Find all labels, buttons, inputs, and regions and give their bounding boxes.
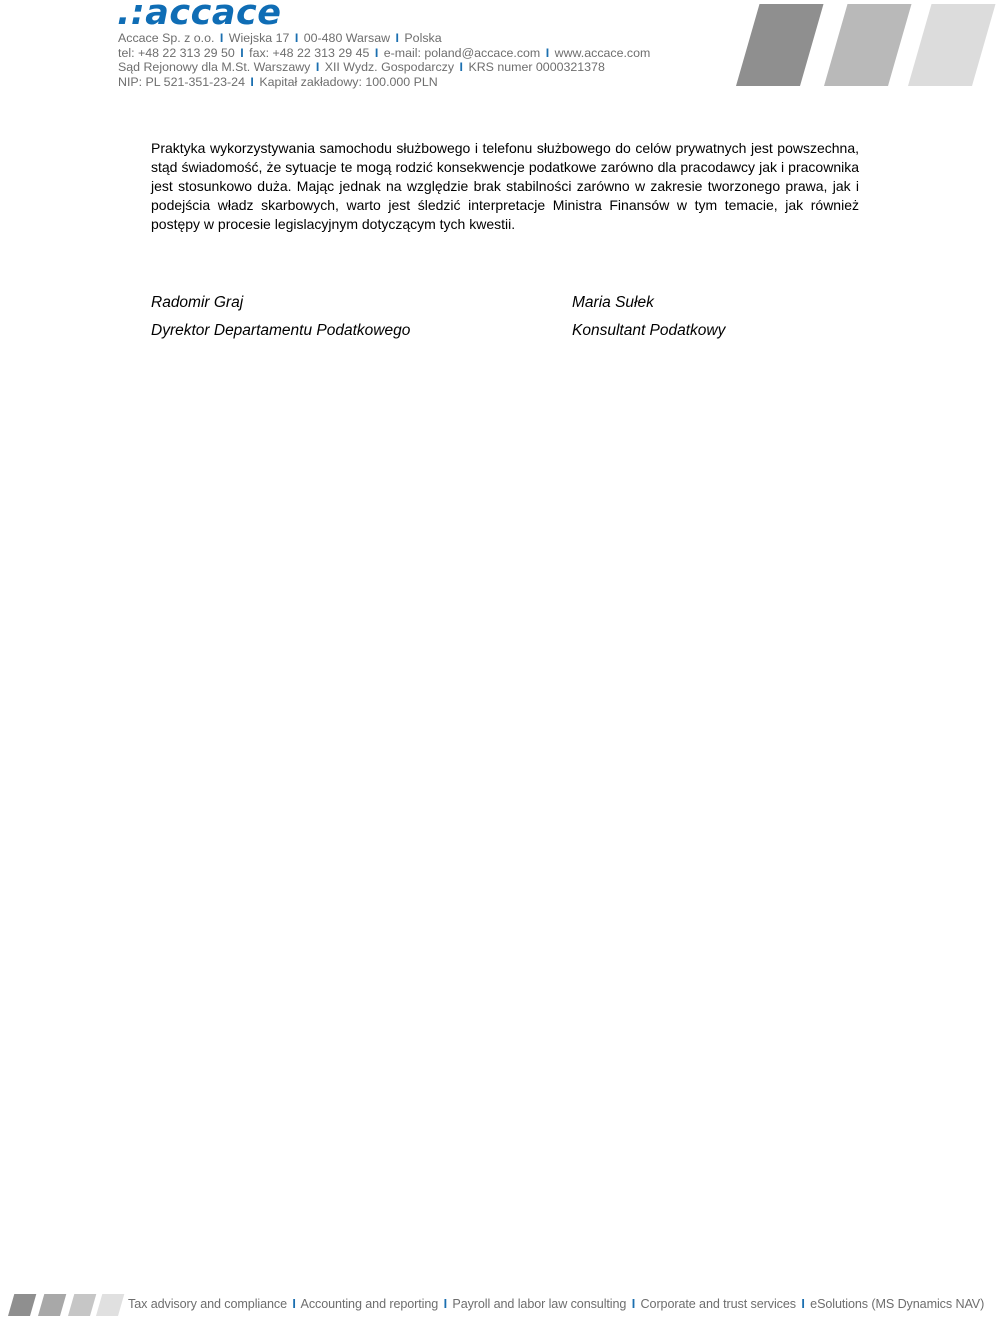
company-name: Accace Sp. z o.o. bbox=[118, 31, 215, 45]
footer-stripe-light bbox=[68, 1294, 96, 1316]
service-tax: Tax advisory and compliance bbox=[128, 1297, 288, 1311]
header-stripes-decoration bbox=[712, 4, 960, 86]
stripe-mid bbox=[824, 4, 912, 86]
street: Wiejska 17 bbox=[228, 31, 290, 45]
company-contact-line: tel: +48 22 313 29 50 I fax: +48 22 313 29 45 I e-mail: poland@accace.com I www.accace.com bbox=[118, 46, 651, 60]
signature-name-1: Radomir Graj bbox=[151, 294, 244, 311]
service-payroll: Payroll and labor law consulting bbox=[452, 1297, 627, 1311]
footer-stripe-dark bbox=[8, 1294, 36, 1316]
company-address-line: Accace Sp. z o.o. I Wiejska 17 I 00-480 Warsaw I Polska bbox=[118, 31, 442, 45]
country: Polska bbox=[404, 31, 442, 45]
website-link[interactable]: www.accace.com bbox=[554, 46, 651, 60]
stripe-light bbox=[908, 4, 996, 86]
service-corporate: Corporate and trust services bbox=[640, 1297, 796, 1311]
accace-logo: .:accace bbox=[117, 0, 282, 33]
footer-stripe-lighter bbox=[96, 1294, 124, 1316]
footer-services: Tax advisory and compliance I Accounting and reporting I Payroll and labor law consulting I Corporate and trust services I eSolutions (MS Dynamics NAV) bbox=[128, 1297, 985, 1311]
signature-name-2: Maria Sułek bbox=[572, 294, 654, 311]
fax: fax: +48 22 313 29 45 bbox=[249, 46, 370, 60]
company-tax-line: NIP: PL 521-351-23-24 I Kapitał zakładowy: 100.000 PLN bbox=[118, 75, 438, 89]
footer-stripe-mid bbox=[38, 1294, 66, 1316]
service-esolutions: eSolutions (MS Dynamics NAV) bbox=[810, 1297, 985, 1311]
footer-stripes-decoration bbox=[0, 1294, 120, 1316]
body-paragraph: Praktyka wykorzystywania samochodu służbowego i telefonu służbowego do celów prywatnych jest powszechna, stąd świadomość, że sytuacje te mogą rodzić konsekwencje podatkowe zarówno dla pracodawcy jak i pracownika jest stosunkowo duża. Mając jednak na względzie brak stabilności zarówno w zakresie tworzonego prawa, jak i podejścia władz skarbowych, warto jest śledzić interpretacje Ministra Finansów w tym temacie, jak również postępy w procesie legislacyjnym dotyczącym tych kwestii. bbox=[151, 140, 859, 232]
stripe-dark bbox=[736, 4, 824, 86]
phone: tel: +48 22 313 29 50 bbox=[118, 46, 235, 60]
email-link[interactable]: e-mail: poland@accace.com bbox=[383, 46, 541, 60]
company-registry-line: Sąd Rejonowy dla M.St. Warszawy I XII Wydz. Gospodarczy I KRS numer 0000321378 bbox=[118, 60, 605, 74]
service-accounting: Accounting and reporting bbox=[300, 1297, 439, 1311]
signature-title-2: Konsultant Podatkowy bbox=[572, 322, 726, 339]
postal-city: 00-480 Warsaw bbox=[303, 31, 391, 45]
signature-title-1: Dyrektor Departamentu Podatkowego bbox=[151, 322, 411, 339]
